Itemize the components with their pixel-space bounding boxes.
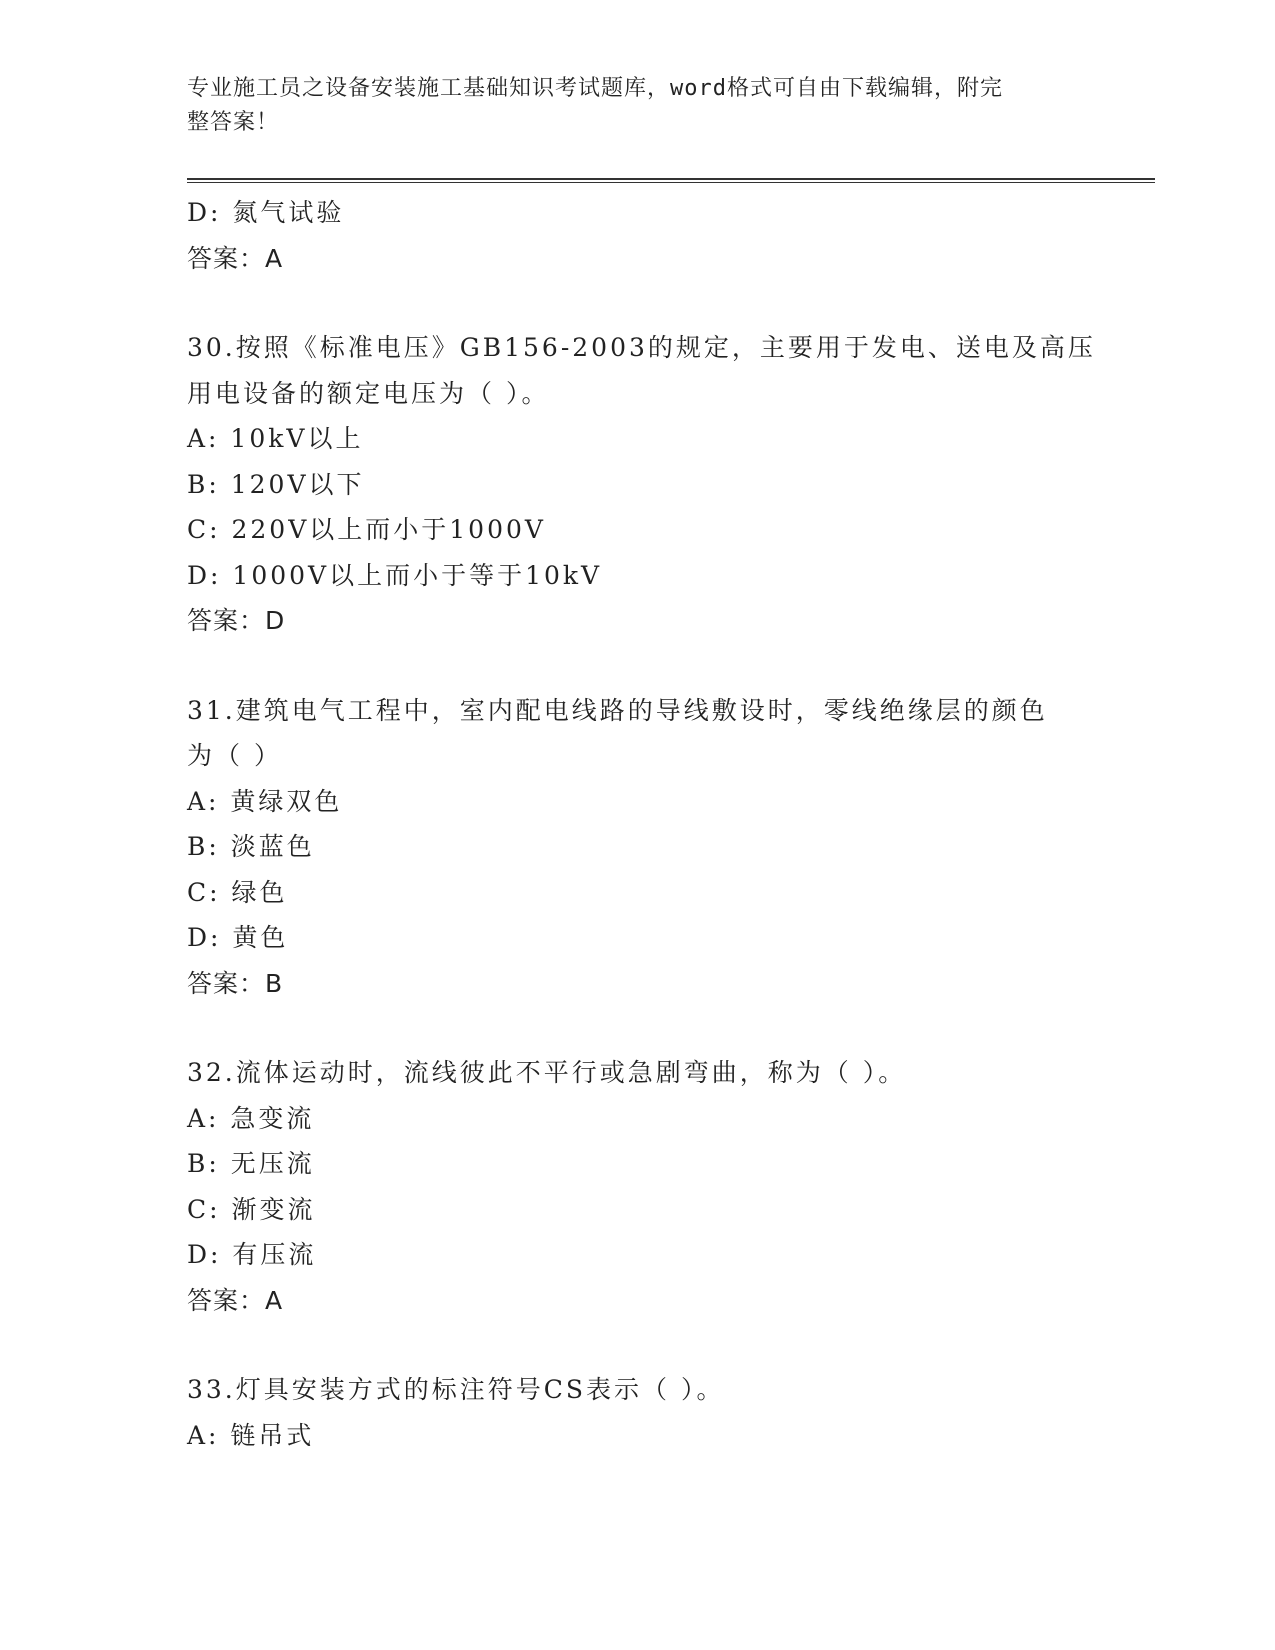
answer-line: 答案：D	[187, 606, 286, 635]
option-b: B: 120V以下	[187, 469, 365, 499]
question-stem: 33.灯具安装方式的标注符号CS表示（ ）。	[187, 1375, 725, 1404]
header-divider	[187, 178, 1155, 183]
option-d: D: 有压流	[187, 1240, 317, 1269]
question-stem-continued: 为（ ）	[187, 741, 282, 770]
question-31	[187, 688, 1087, 1007]
question-stem: 32.流体运动时，流线彼此不平行或急剧弯曲，称为（ ）。	[187, 1058, 907, 1087]
page-header	[187, 72, 1067, 140]
answer-line: 答案：A	[187, 1285, 284, 1315]
option-c: C: 绿色	[187, 877, 288, 907]
option-b: B: 淡蓝色	[187, 832, 315, 861]
question-30	[187, 325, 1096, 644]
question-33	[187, 1367, 1087, 1458]
question-list	[187, 190, 1096, 1458]
option-a: A: 黄绿双色	[187, 786, 343, 816]
option-a: A: 链吊式	[187, 1420, 315, 1450]
answer-line: 答案：A	[187, 243, 284, 273]
question-29-fragment	[187, 190, 1087, 281]
option-a: A: 10kV以上	[187, 424, 364, 453]
question-stem-continued: 用电设备的额定电压为（ ）。	[187, 378, 550, 408]
option-d: D: 黄色	[187, 923, 289, 952]
question-stem: 31.建筑电气工程中，室内配电线路的导线敷设时，零线绝缘层的颜色	[187, 695, 1048, 725]
option-c: C: 220V以上而小于1000V	[187, 515, 546, 544]
option-d: D: 氮气试验	[187, 198, 345, 227]
answer-line: 答案：B	[187, 968, 284, 998]
header-text-line-2: 整答案！	[187, 110, 280, 135]
option-b: B: 无压流	[187, 1149, 315, 1178]
option-c: C: 渐变流	[187, 1194, 316, 1224]
question-stem: 30.按照《标准电压》GB156-2003的规定，主要用于发电、送电及高压	[187, 333, 1096, 362]
option-a: A: 急变流	[187, 1103, 315, 1133]
option-d: D: 1000V以上而小于等于10kV	[187, 560, 603, 590]
question-32	[187, 1050, 1087, 1323]
header-text-line-1: 专业施工员之设备安装施工基础知识考试题库，word格式可自由下载编辑，附完	[187, 76, 1003, 101]
